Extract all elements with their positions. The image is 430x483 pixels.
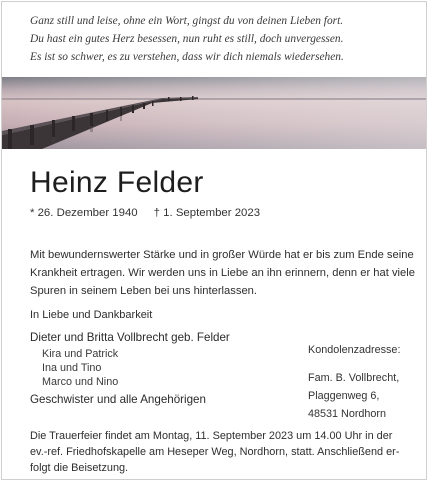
jetty-lake-photo	[2, 77, 426, 149]
address-line: 48531 Nordhorn	[308, 408, 387, 420]
mourner-child: Marco und Nino	[42, 376, 119, 388]
funeral-line: Die Trauerfeier findet am Montag, 11. September 2023 um 14.00 Uhr in der	[30, 430, 393, 442]
funeral-line: folgt die Beisetzung.	[30, 462, 129, 474]
life-dates	[30, 207, 260, 219]
tribute-line: Spuren in seinem Leben bei uns hinterlassen.	[30, 285, 258, 297]
poem-line: Ganz still und leise, ohne ein Wort, gingst du von deinen Lieben fort.	[30, 15, 344, 27]
jetty-lake-image	[2, 77, 426, 149]
address-line: Plaggenweg 6,	[308, 390, 380, 402]
deceased-name: Heinz Felder	[30, 166, 204, 199]
condolence-address	[308, 341, 400, 423]
poem	[30, 12, 410, 66]
mourner-child: Kira und Patrick	[42, 348, 119, 360]
death-date: † 1. September 2023	[153, 207, 261, 219]
closing-phrase: In Liebe und Dankbarkeit	[30, 309, 153, 321]
mourner-family: Geschwister und alle Angehörigen	[30, 393, 206, 406]
tribute-line: Krankheit ertragen. Wir werden uns in Liebe an ihn erinnern, denn er hat viele	[30, 267, 415, 279]
address-label: Kondolenzadresse:	[308, 344, 401, 356]
tribute-text	[30, 246, 415, 300]
mourner-main: Dieter und Britta Vollbrecht geb. Felder	[30, 331, 230, 344]
address-line: Fam. B. Vollbrecht,	[308, 372, 400, 384]
poem-line: Es ist so schwer, es zu verstehen, dass wir dich niemals wiedersehen.	[30, 51, 344, 63]
tribute-line: Mit bewundernswerter Stärke und in großer Würde hat er bis zum Ende seine	[30, 249, 414, 261]
funeral-line: ev.-ref. Friedhofskapelle am Heseper Weg, Nordhorn, statt. Anschließend er-	[30, 446, 400, 458]
mourner-child: Ina und Tino	[42, 362, 102, 374]
funeral-info	[30, 428, 416, 476]
birth-date: * 26. Dezember 1940	[30, 207, 138, 219]
poem-line: Du hast ein gutes Herz besessen, nun ruht es still, doch unvergessen.	[30, 33, 344, 45]
